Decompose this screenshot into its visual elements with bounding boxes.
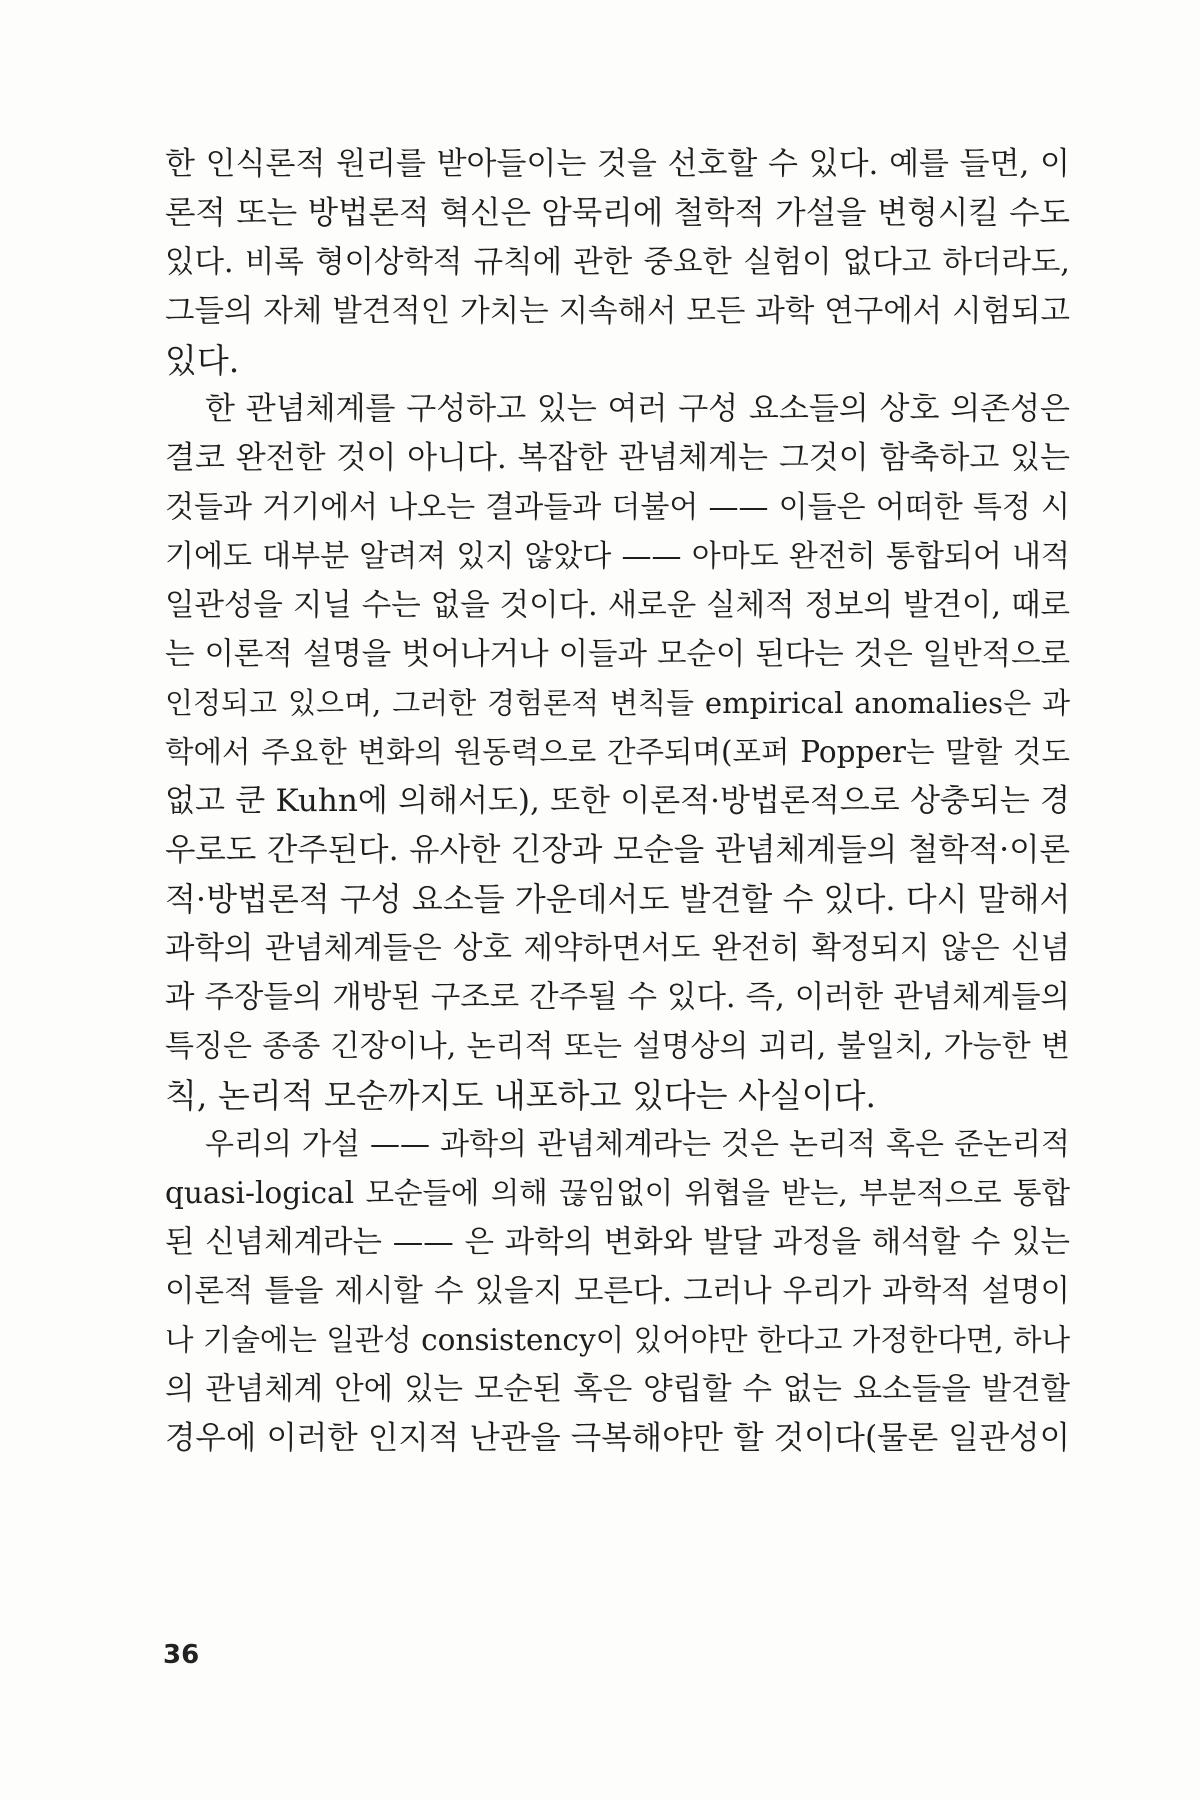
- text-line: 학에서 주요한 변화의 원동력으로 간주되며(포퍼 Popper는 말할 것도: [165, 735, 1070, 769]
- text-line: 한 인식론적 원리를 받아들이는 것을 선호할 수 있다. 예를 들면, 이: [165, 146, 1070, 182]
- paragraph-start-line: 우리의 가설 —— 과학의 관념체계라는 것은 논리적 혹은 준논리적: [205, 1127, 1070, 1162]
- text-line: 경우에 이러한 인지적 난관을 극복해야만 할 것이다(물론 일관성이: [165, 1420, 1070, 1456]
- text-line: 의 관념체계 안에 있는 모순된 혹은 양립할 수 없는 요소들을 발견할: [165, 1372, 1070, 1407]
- text-line: 된 신념체계라는 —— 은 과학의 변화와 발달 과정을 해석할 수 있는: [165, 1225, 1070, 1260]
- page-number: 36: [163, 1640, 200, 1670]
- text-line: 그들의 자체 발견적인 가치는 지속해서 모든 과학 연구에서 시험되고: [165, 294, 1070, 329]
- text-line: 기에도 대부분 알려져 있지 않았다 —— 아마도 완전히 통합되어 내적: [165, 539, 1070, 574]
- paragraph-start-line: 한 관념체계를 구성하고 있는 여러 구성 요소들의 상호 의존성은: [205, 391, 1070, 427]
- text-line: 나 기술에는 일관성 consistency이 있어야만 한다고 가정한다면, 하나: [165, 1323, 1070, 1357]
- text-line: 이론적 틀을 제시할 수 있을지 모른다. 그러나 우리가 과학적 설명이: [165, 1274, 1070, 1309]
- text-line: 것들과 거기에서 나오는 결과들과 더불어 —— 이들은 어떠한 특정 시: [165, 490, 1070, 525]
- text-line: 일관성을 지닐 수는 없을 것이다. 새로운 실체적 정보의 발견이, 때로: [165, 588, 1070, 623]
- text-line: 과학의 관념체계들은 상호 제약하면서도 완전히 확정되지 않은 신념: [165, 931, 1070, 966]
- text-line: 인정되고 있으며, 그러한 경험론적 변칙들 empirical anomalies은 과: [165, 686, 1070, 720]
- text-line: 칙, 논리적 모순까지도 내포하고 있다는 사실이다.: [165, 1076, 876, 1115]
- text-line: 우로도 간주된다. 유사한 긴장과 모순을 관념체계들의 철학적·이론: [165, 832, 1070, 868]
- text-line: quasi-logical 모순들에 의해 끊임없이 위협을 받는, 부분적으로 통합: [165, 1176, 1070, 1210]
- text-line: 는 이론적 설명을 벗어나거나 이들과 모순이 된다는 것은 일반적으로: [165, 637, 1070, 672]
- text-line: 없고 쿤 Kuhn에 의해서도), 또한 이론적·방법론적으로 상충되는 경: [165, 783, 1070, 819]
- text-line: 론적 또는 방법론적 혁신은 암묵리에 철학적 가설을 변형시킬 수도: [165, 195, 1070, 231]
- text-line: 있다.: [165, 341, 240, 380]
- text-line: 결코 완전한 것이 아니다. 복잡한 관념체계는 그것이 함축하고 있는: [165, 440, 1070, 476]
- text-line: 과 주장들의 개방된 구조로 간주될 수 있다. 즉, 이러한 관념체계들의: [165, 980, 1070, 1015]
- body-text: [165, 140, 1070, 1463]
- text-line: 특징은 종종 긴장이나, 논리적 또는 설명상의 괴리, 불일치, 가능한 변: [165, 1029, 1070, 1064]
- text-line: 적·방법론적 구성 요소들 가운데서도 발견할 수 있다. 다시 말해서: [165, 880, 1071, 918]
- text-line: 있다. 비록 형이상학적 규칙에 관한 중요한 실험이 없다고 하더라도,: [165, 245, 1070, 280]
